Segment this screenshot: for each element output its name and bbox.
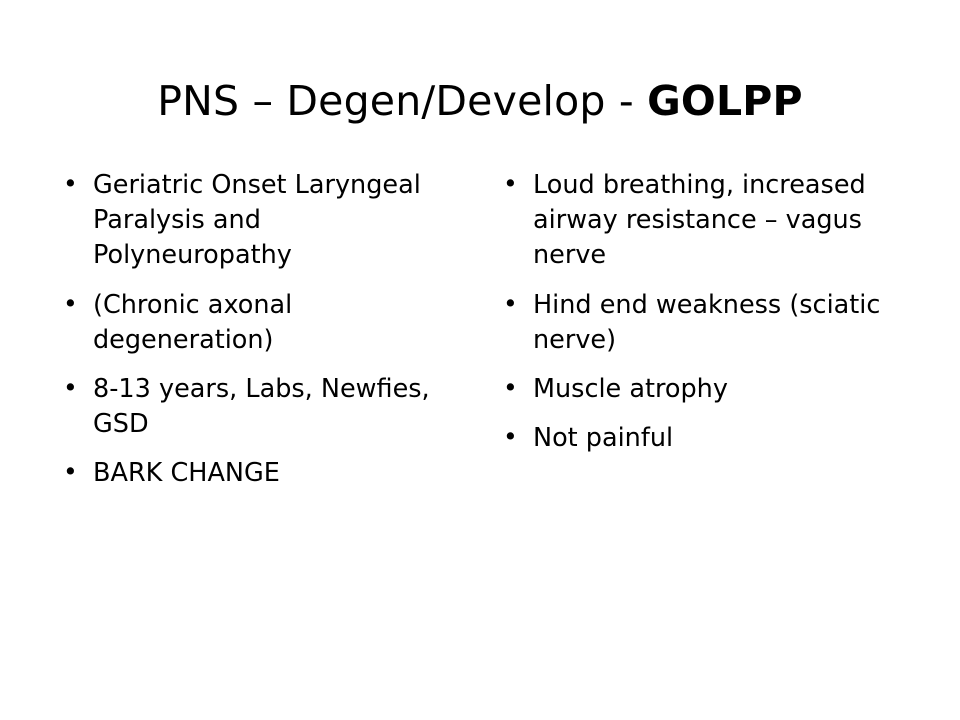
list-item (55, 168, 445, 274)
slide-body (0, 168, 960, 506)
left-bullet-list (55, 168, 445, 492)
right-bullet-list (495, 168, 900, 456)
list-item (55, 288, 445, 358)
left-column (0, 168, 455, 506)
bullet-text: Not painful (533, 423, 674, 454)
list-item (55, 372, 445, 442)
list-item (55, 456, 445, 491)
page-title-plain: PNS – Degen/Develop - (157, 77, 648, 126)
list-item (495, 168, 900, 274)
bullet-text: Loud breathing, increased airway resistance – vagus nerve (533, 170, 866, 271)
right-column (455, 168, 910, 470)
bullet-text: Geriatric Onset Laryngeal Paralysis and Polyneuropathy (93, 170, 421, 271)
bullet-text: Muscle atrophy (533, 373, 728, 404)
page-title (0, 79, 960, 124)
bullet-text: BARK CHANGE (93, 458, 280, 489)
bullet-text: Hind end weakness (sciatic nerve) (533, 289, 881, 355)
list-item (495, 421, 900, 456)
list-item (495, 288, 900, 358)
bullet-text: (Chronic axonal degeneration) (93, 289, 293, 355)
page-title-emphasis: GOLPP (647, 77, 803, 126)
list-item (495, 372, 900, 407)
bullet-text: 8-13 years, Labs, Newfies, GSD (93, 373, 430, 440)
